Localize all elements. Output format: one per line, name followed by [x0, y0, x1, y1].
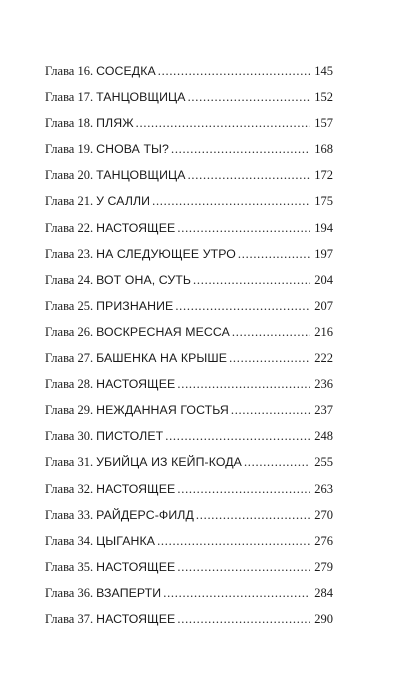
- toc-entry-23: [45, 244, 333, 270]
- chapter-title: НЕЖДАННАЯ ГОСТЬЯ: [96, 403, 229, 418]
- dot-leader: [244, 452, 310, 472]
- toc-entry-17: [45, 87, 333, 113]
- page-number: 207: [314, 298, 333, 313]
- toc-entry-34: [45, 531, 333, 557]
- chapter-title: НАСТОЯЩЕЕ: [96, 611, 176, 626]
- page-number: 204: [314, 272, 333, 287]
- chapter-title: ВОСКРЕСНАЯ МЕССА: [96, 324, 230, 339]
- dot-leader: [165, 426, 310, 446]
- chapter-number: Глава 17.: [45, 90, 94, 105]
- page-number: 263: [314, 481, 333, 496]
- chapter-title: СОСЕДКА: [96, 64, 156, 78]
- chapter-number: Глава 33.: [45, 507, 94, 522]
- chapter-number: Глава 18.: [45, 116, 94, 131]
- chapter-title: ПЛЯЖ: [96, 116, 134, 131]
- dot-leader: [188, 165, 310, 185]
- page-number: 255: [314, 455, 333, 470]
- page-number: 276: [314, 533, 333, 548]
- chapter-title: НАСТОЯЩЕЕ: [96, 220, 176, 235]
- dot-leader: [177, 609, 310, 629]
- chapter-number: Глава 34.: [45, 533, 94, 548]
- toc-entry-33: [45, 505, 333, 531]
- dot-leader: [238, 244, 310, 264]
- toc-entry-30: [45, 426, 333, 452]
- chapter-number: Глава 27.: [45, 351, 94, 366]
- chapter-title: У САЛЛИ: [96, 194, 151, 209]
- toc-entry-24: [45, 270, 333, 296]
- chapter-number: Глава 32.: [45, 481, 94, 496]
- toc-entry-26: [45, 322, 333, 348]
- toc-entry-20: [45, 165, 333, 191]
- chapter-title: БАШЕНКА НА КРЫШЕ: [96, 351, 228, 366]
- toc-entry-18: [45, 113, 333, 139]
- dot-leader: [177, 557, 310, 577]
- chapter-number: Глава 28.: [45, 377, 94, 392]
- toc-entry-37: [45, 609, 333, 635]
- page-number: 237: [314, 403, 333, 418]
- chapter-number: Глава 23.: [45, 246, 94, 261]
- dot-leader: [163, 583, 310, 603]
- dot-leader: [152, 191, 310, 211]
- dot-leader: [229, 348, 310, 368]
- chapter-title: ПРИЗНАНИЕ: [96, 298, 174, 313]
- chapter-title: ЦЫГАНКА: [96, 533, 156, 548]
- page-number: 284: [314, 585, 333, 600]
- toc-entry-22: [45, 218, 333, 244]
- page-number: 172: [314, 168, 333, 183]
- chapter-number: Глава 24.: [45, 272, 94, 287]
- toc-entry-19: [45, 139, 333, 165]
- chapter-title: УБИЙЦА ИЗ КЕЙП-КОДА: [96, 455, 242, 470]
- dot-leader: [196, 505, 310, 525]
- toc-entry-35: [45, 557, 333, 583]
- chapter-number: Глава 26.: [45, 324, 94, 339]
- page-number: 248: [314, 429, 333, 444]
- toc-entry-21: [45, 191, 333, 217]
- toc-entry-28: [45, 374, 333, 400]
- page-number: 168: [314, 142, 333, 157]
- page-number: 279: [314, 559, 333, 574]
- chapter-number: Глава 37.: [45, 611, 94, 626]
- page-number: 152: [314, 90, 333, 105]
- page-number: 197: [314, 246, 333, 261]
- chapter-title: ТАНЦОВЩИЦА: [96, 168, 186, 183]
- chapter-title: РАЙДЕРС-ФИЛД: [96, 507, 194, 522]
- chapter-title: ПИСТОЛЕТ: [96, 429, 164, 444]
- dot-leader: [157, 531, 310, 551]
- dot-leader: [136, 113, 310, 133]
- chapter-number: Глава 16.: [45, 64, 94, 78]
- chapter-number: Глава 22.: [45, 220, 94, 235]
- dot-leader: [175, 296, 310, 316]
- dot-leader: [231, 400, 310, 420]
- table-of-contents: [45, 61, 333, 635]
- toc-entry-25: [45, 296, 333, 322]
- dot-leader: [171, 139, 310, 159]
- page-number: 145: [314, 64, 333, 78]
- toc-entry-27: [45, 348, 333, 374]
- dot-leader: [177, 218, 310, 238]
- dot-leader: [177, 374, 310, 394]
- chapter-title: НАСТОЯЩЕЕ: [96, 377, 176, 392]
- toc-entry-31: [45, 452, 333, 478]
- chapter-title: ВОТ ОНА, СУТЬ: [96, 272, 192, 287]
- chapter-title: НАСТОЯЩЕЕ: [96, 559, 176, 574]
- toc-entry-29: [45, 400, 333, 426]
- chapter-title: ТАНЦОВЩИЦА: [96, 90, 186, 105]
- toc-entry-36: [45, 583, 333, 609]
- chapter-number: Глава 20.: [45, 168, 94, 183]
- chapter-number: Глава 21.: [45, 194, 94, 209]
- page-number: 157: [314, 116, 333, 131]
- page-number: 222: [314, 351, 333, 366]
- dot-leader: [158, 61, 310, 81]
- page-number: 236: [314, 377, 333, 392]
- page-number: 194: [314, 220, 333, 235]
- chapter-title: НАСТОЯЩЕЕ: [96, 481, 176, 496]
- chapter-number: Глава 30.: [45, 429, 94, 444]
- page-number: 270: [314, 507, 333, 522]
- chapter-number: Глава 36.: [45, 585, 94, 600]
- chapter-number: Глава 19.: [45, 142, 94, 157]
- chapter-title: ВЗАПЕРТИ: [96, 585, 162, 600]
- toc-entry-16: [45, 61, 333, 87]
- page-number: 216: [314, 324, 333, 339]
- chapter-number: Глава 29.: [45, 403, 94, 418]
- toc-entry-32: [45, 479, 333, 505]
- dot-leader: [177, 479, 310, 499]
- chapter-number: Глава 35.: [45, 559, 94, 574]
- page-number: 290: [314, 611, 333, 626]
- dot-leader: [232, 322, 310, 342]
- page-number: 175: [314, 194, 333, 209]
- chapter-title: НА СЛЕДУЮЩЕЕ УТРО: [96, 246, 236, 261]
- chapter-number: Глава 31.: [45, 455, 94, 470]
- chapter-number: Глава 25.: [45, 298, 94, 313]
- chapter-title: СНОВА ТЫ?: [96, 142, 169, 157]
- dot-leader: [188, 87, 310, 107]
- dot-leader: [193, 270, 310, 290]
